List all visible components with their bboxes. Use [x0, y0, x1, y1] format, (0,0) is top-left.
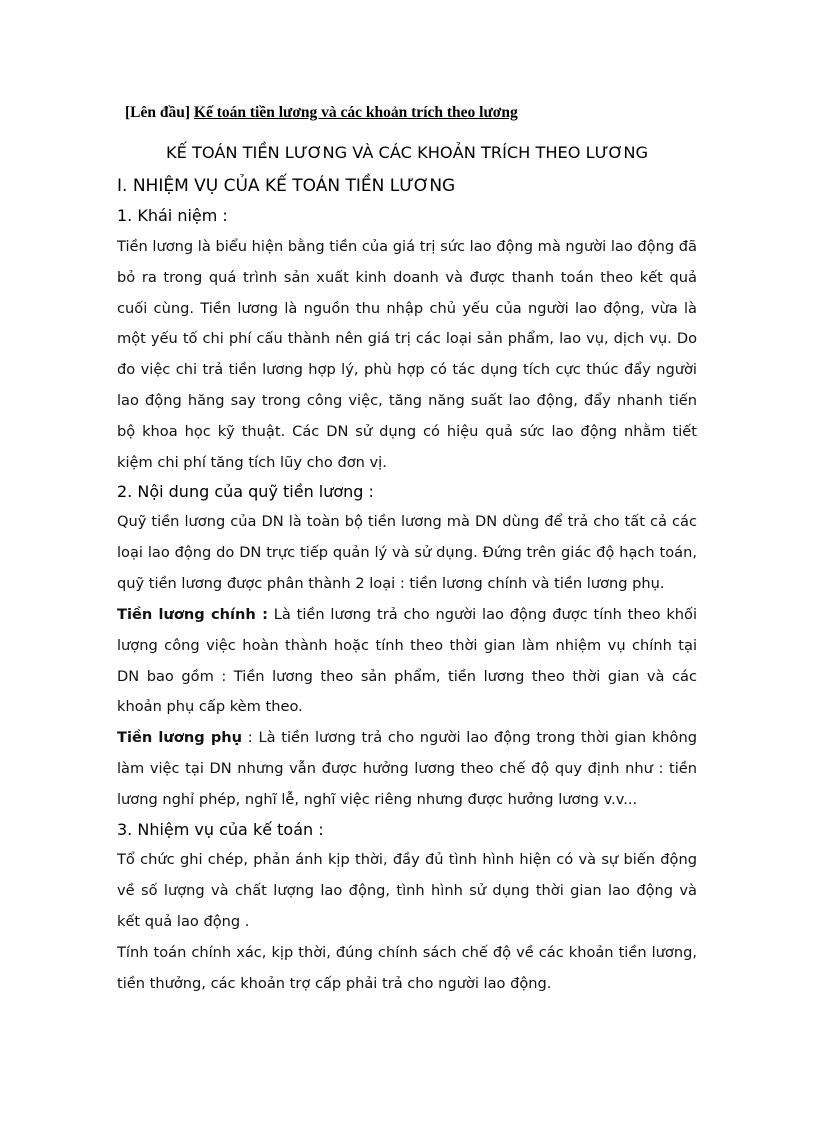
paragraph-concept: Tiền lương là biểu hiện bằng tiền của giá trị sức lao động mà người lao động đã bỏ ra trong quá trình sản xuất kinh doanh và được thanh toán theo kết quả cuối cùng. Tiền lương là nguồn thu nhập chủ yếu của người lao động, vừa là một yếu tố chi phí cấu thành nên giá trị các loại sản phẩm, lao vụ, dịch vụ. Do đo việc chi trả tiền lương hợp lý, phù hợp có tác dụng tích cực thúc đẩy người lao động hăng say trong công việc, tăng năng suất lao động, đẩy nhanh tiến bộ khoa học kỹ thuật. Các DN sử dụng có hiệu quả sức lao động nhằm tiết kiệm chi phí tăng tích lũy cho đơn vị. — [117, 238, 697, 471]
section-heading: I. NHIỆM VỤ CỦA KẾ TOÁN TIỀN LƯƠNG — [117, 176, 456, 196]
subsection-heading-1: 1. Khái niệm : — [117, 206, 228, 225]
extra-salary-text: : Là tiền lương trả cho người lao động trong thời gian không làm việc tại DN nhưng vẫn được hưởng lương theo chế độ quy định như : tiền lương nghỉ phép, nghĩ lễ, nghĩ việc riêng nhưng được hưởng lương v.v... — [117, 729, 697, 808]
paragraph-extra-salary — [117, 723, 697, 815]
breadcrumb-prefix: [Lên đầu] — [125, 104, 191, 121]
paragraph-main-salary — [117, 600, 697, 723]
breadcrumb-link[interactable]: Kế toán tiền lương và các khoản trích theo lương — [193, 104, 518, 121]
term-main-salary: Tiền lương chính : — [117, 606, 268, 623]
term-extra-salary: Tiền lương phụ — [117, 729, 243, 746]
paragraph-duty-2: Tính toán chính xác, kịp thời, đúng chính sách chế độ về các khoản tiền lương, tiền thưởng, các khoản trợ cấp phải trả cho người lao động. — [117, 944, 697, 992]
document-title: KẾ TOÁN TIỀN LƯƠNG VÀ CÁC KHOẢN TRÍCH THEO LƯƠNG — [166, 143, 648, 162]
subsection-heading-2: 2. Nội dung của quỹ tiền lương : — [117, 482, 374, 501]
paragraph-duty-1: Tổ chức ghi chép, phản ánh kịp thời, đầy đủ tình hình hiện có và sự biến động về số lượng và chất lượng lao động, tình hình sử dụng thời gian lao động và kết quả lao động . — [117, 851, 697, 930]
main-salary-text: Là tiền lương trả cho người lao động được tính theo khối lượng công việc hoàn thành hoặc tính theo thời gian làm nhiệm vụ chính tại DN bao gồm : Tiền lương theo sản phẩm, tiền lương theo thời gian và các khoản phụ cấp kèm theo. — [117, 606, 697, 716]
breadcrumb — [125, 104, 518, 122]
paragraph-fund: Quỹ tiền lương của DN là toàn bộ tiền lương mà DN dùng để trả cho tất cả các loại lao động do DN trực tiếp quản lý và sử dụng. Đứng trên giác độ hạch toán, quỹ tiền lương được phân thành 2 loại : tiền lương chính và tiền lương phụ. — [117, 513, 697, 592]
subsection-heading-3: 3. Nhiệm vụ của kế toán : — [117, 820, 324, 839]
